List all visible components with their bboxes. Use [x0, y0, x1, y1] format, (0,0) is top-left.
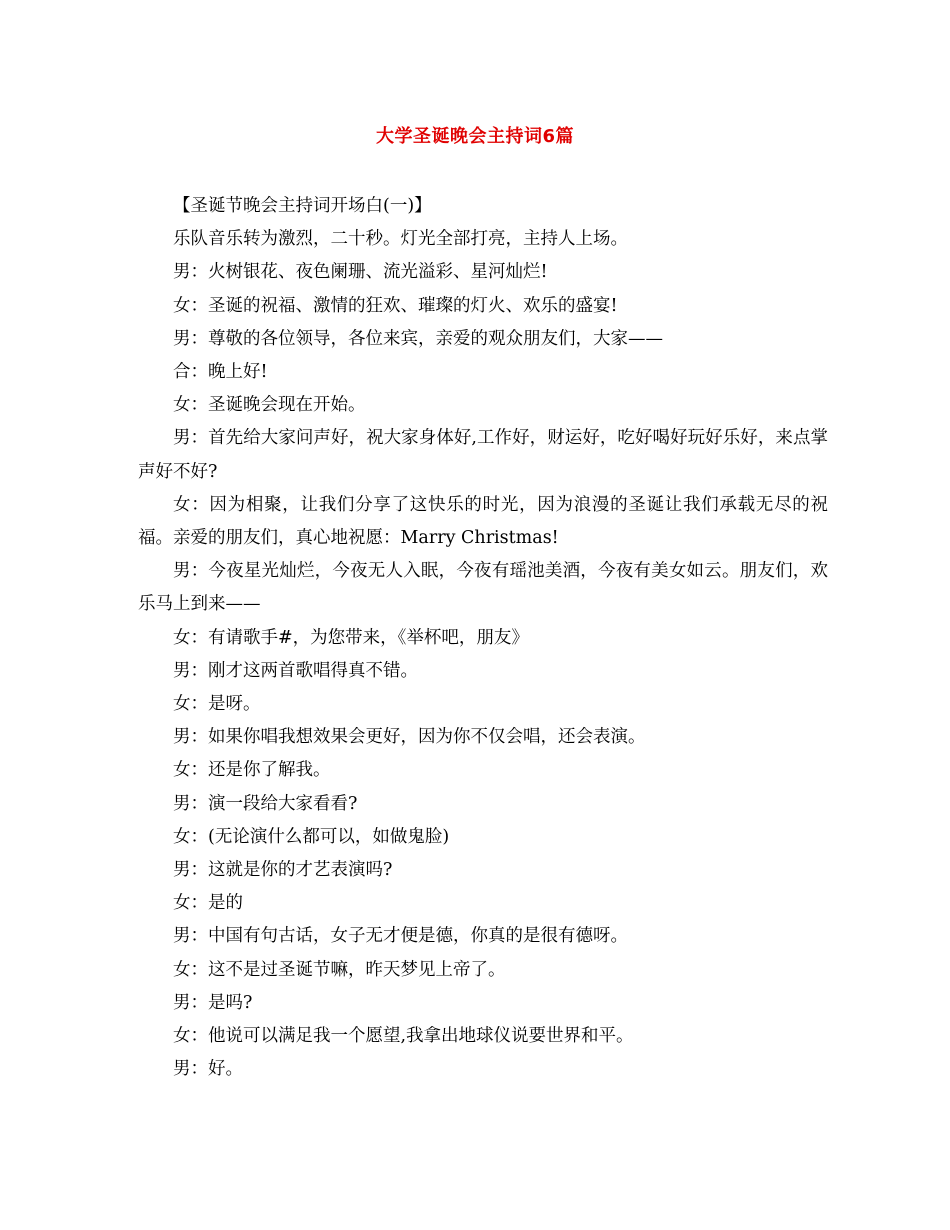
document-body: [138, 190, 828, 1086]
paragraph: 男：首先给大家问声好，祝大家身体好,工作好，财运好，吃好喝好玩好乐好，来点掌声好不好?: [138, 428, 828, 482]
paragraph: 女：圣诞的祝福、激情的狂欢、璀璨的灯火、欢乐的盛宴!: [173, 295, 618, 316]
paragraph: 男：刚才这两首歌唱得真不错。: [173, 660, 418, 681]
paragraph: 男：如果你唱我想效果会更好，因为你不仅会唱，还会表演。: [173, 727, 646, 748]
document-title: 大学圣诞晚会主持词6篇: [375, 126, 575, 147]
paragraph: 女：因为相聚，让我们分享了这快乐的时光，因为浪漫的圣诞让我们承载无尽的祝福。亲爱的朋友们，真心地祝愿：Marry Christmas!: [138, 494, 828, 549]
paragraph: 女：是的: [173, 893, 243, 914]
paragraph: 女：他说可以满足我一个愿望,我拿出地球仪说要世界和平。: [173, 1026, 634, 1047]
paragraph: 男：尊敬的各位领导，各位来宾，亲爱的观众朋友们，大家——: [173, 328, 663, 349]
paragraph: 女：(无论演什么都可以，如做鬼脸): [173, 826, 450, 847]
paragraph: 乐队音乐转为激烈，二十秒。灯光全部打亮，主持人上场。: [173, 229, 628, 250]
paragraph: 男：好。: [173, 1059, 243, 1080]
paragraph: 女：有请歌手#，为您带来，《举杯吧，朋友》: [173, 627, 529, 648]
paragraph: 男：是吗?: [173, 992, 253, 1013]
paragraph: 男：演一段给大家看看?: [173, 793, 358, 814]
paragraph: 女：这不是过圣诞节嘛，昨天梦见上帝了。: [173, 959, 506, 980]
paragraph: 女：圣诞晚会现在开始。: [173, 395, 366, 416]
paragraph: 男：火树银花、夜色阑珊、流光溢彩、星河灿烂!: [173, 262, 548, 283]
paragraph: 合：晚上好!: [173, 362, 268, 383]
paragraph: 男：这就是你的才艺表演吗?: [173, 860, 393, 881]
paragraph: 女：还是你了解我。: [173, 760, 331, 781]
paragraph: 女：是呀。: [173, 694, 261, 715]
section-heading: 【圣诞节晚会主持词开场白(一)】: [173, 196, 432, 216]
paragraph: 男：中国有句古话，女子无才便是德，你真的是很有德呀。: [173, 926, 628, 947]
paragraph: 男：今夜星光灿烂，今夜无人入眠，今夜有瑶池美酒，今夜有美女如云。朋友们，欢乐马上到来——: [138, 561, 828, 615]
